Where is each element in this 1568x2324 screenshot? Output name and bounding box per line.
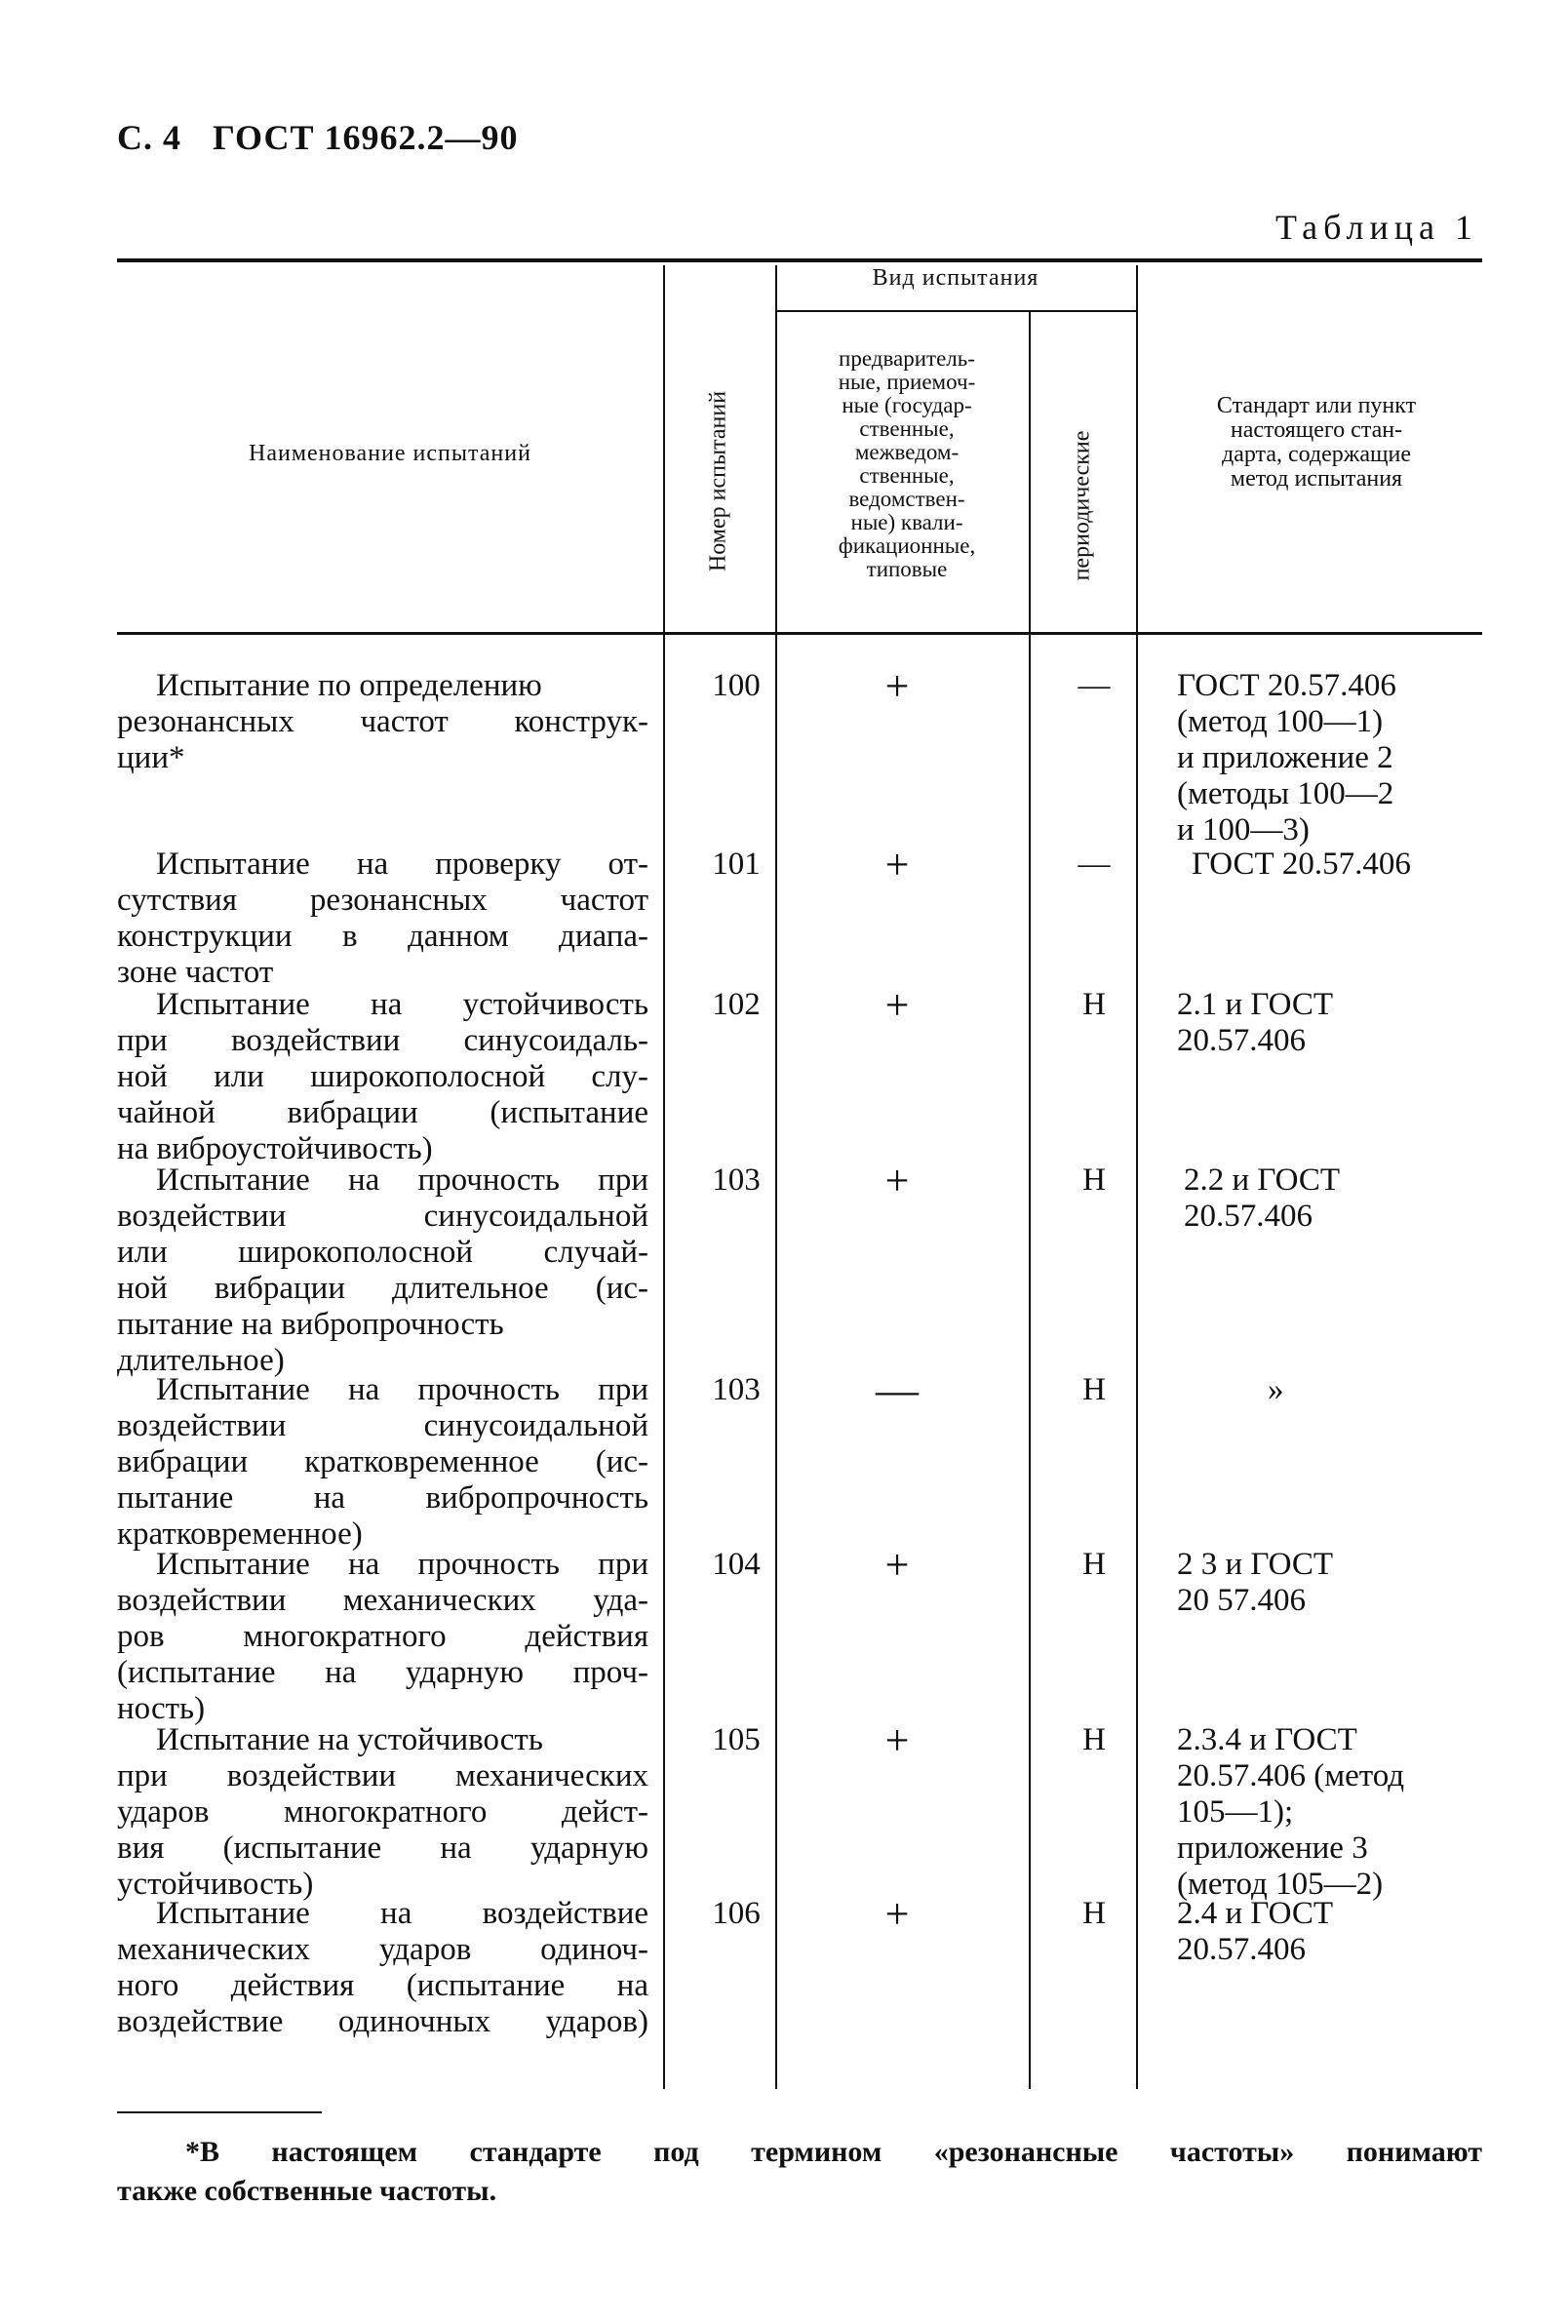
test-standard: [1177, 1547, 1499, 1619]
preliminary-mark: +: [884, 662, 910, 710]
header-line: ные, приемоч-: [838, 370, 976, 394]
preliminary-mark: +: [884, 1890, 910, 1938]
text-line: и 100—3): [1177, 812, 1310, 847]
test-name: [117, 668, 648, 776]
text-line: конструкции в данном диапа-: [117, 919, 648, 954]
text-line: ГОСТ 20.57.406: [1192, 847, 1411, 882]
text-line: ции*: [117, 740, 185, 775]
test-number: 100: [712, 668, 761, 703]
test-name: [117, 1547, 648, 1727]
test-number: 105: [712, 1722, 761, 1757]
header-line: Стандарт или пункт: [1216, 393, 1417, 418]
text-line: 20.57.406: [1184, 1199, 1313, 1234]
page-header: [117, 117, 539, 158]
test-standard: [1177, 1722, 1499, 1903]
text-line: Испытание на прочность при: [156, 1162, 648, 1198]
text-line: ность): [117, 1691, 206, 1726]
standard-title: ГОСТ 16962.2—90: [213, 118, 519, 157]
text-line: ГОСТ 20.57.406: [1177, 668, 1396, 703]
test-name: [117, 987, 648, 1167]
test-number: 104: [712, 1547, 761, 1582]
text-line: 2.2 и ГОСТ: [1184, 1162, 1341, 1198]
header-line: ные (государ-: [842, 393, 972, 417]
header-bottom-rule: [117, 632, 1482, 635]
text-line: пытание на вибропрочность: [117, 1480, 648, 1516]
text-line: при воздействии механических: [117, 1758, 648, 1793]
text-line: пытание на вибропрочность: [117, 1307, 504, 1342]
text-line: чайной вибрации (испытание: [117, 1095, 648, 1130]
preliminary-mark: +: [884, 1716, 910, 1764]
text-line: 2.3.4 и ГОСТ: [1177, 1722, 1357, 1757]
header-line: фикационные,: [838, 533, 976, 558]
text-line: Испытание на воздействие: [156, 1896, 648, 1931]
test-name: [117, 1162, 648, 1379]
col-divider: [1029, 312, 1031, 2089]
text-line: ной или широкополосной слу-: [117, 1059, 648, 1094]
text-line: (метод 100—1): [1177, 704, 1384, 739]
text-line: ного действия (испытание на: [117, 1968, 648, 2003]
text-line: »: [1268, 1372, 1284, 1407]
test-standard: [1177, 668, 1499, 848]
text-line: и приложение 2: [1177, 740, 1393, 775]
text-line: (метод 105—2): [1177, 1867, 1384, 1902]
header-periodic: периодические: [1069, 430, 1095, 581]
test-number: 101: [712, 847, 761, 882]
periodic-mark: Н: [1082, 1372, 1106, 1407]
text-line: устойчивость): [117, 1867, 314, 1902]
preliminary-mark: —: [876, 1366, 919, 1414]
text-line: Испытание на прочность при: [156, 1372, 648, 1407]
header-line: настоящего стан-: [1230, 417, 1403, 443]
text-line: ударов многократного дейст-: [117, 1794, 648, 1830]
header-line: межведом-: [854, 440, 960, 464]
text-line: ной вибрации длительное (ис-: [117, 1271, 648, 1306]
test-number: 102: [712, 987, 761, 1022]
header-line: ственные,: [859, 416, 955, 441]
text-line: 20.57.406 (метод: [1177, 1758, 1405, 1793]
page-number: С. 4: [117, 118, 181, 157]
text-line: механических ударов одиноч-: [117, 1932, 648, 1967]
periodic-mark: Н: [1082, 1547, 1106, 1582]
test-standard: [1184, 1162, 1506, 1235]
periodic-mark: Н: [1082, 987, 1106, 1022]
preliminary-mark: +: [884, 1157, 910, 1204]
text-line: (испытание на ударную проч-: [117, 1655, 648, 1690]
text-line: (методы 100—2: [1177, 776, 1394, 811]
text-line: резонансных частот конструк-: [117, 704, 648, 739]
test-name: [117, 1372, 648, 1553]
text-line: 105—1);: [1177, 1794, 1294, 1830]
text-line: воздействии синусоидальной: [117, 1408, 648, 1443]
text-line: сутствия резонансных частот: [117, 883, 648, 918]
footnote-rule: [117, 2111, 322, 2113]
preliminary-mark: +: [884, 841, 910, 888]
text-line: при воздействии синусоидаль-: [117, 1023, 648, 1058]
text-line: приложение 3: [1177, 1831, 1368, 1866]
table-top-rule: [117, 258, 1482, 262]
text-line: Испытание на устойчивость: [156, 987, 648, 1022]
test-number: 106: [712, 1896, 761, 1931]
header-test-type: Вид испытания: [872, 265, 1039, 291]
header-standard: [1151, 394, 1482, 492]
text-line: 2.4 и ГОСТ: [1177, 1896, 1334, 1931]
footnote-line: *В настоящем стандарте под термином «резонансные частоты» понимают: [185, 2136, 1482, 2168]
preliminary-mark: +: [884, 981, 910, 1029]
test-number: 103: [712, 1162, 761, 1198]
test-standard: [1177, 1896, 1499, 1968]
text-line: Испытание на проверку от-: [156, 847, 648, 882]
text-line: 2.1 и ГОСТ: [1177, 987, 1334, 1022]
periodic-mark: Н: [1082, 1162, 1106, 1198]
text-line: длительное): [117, 1343, 285, 1378]
periodic-mark: —: [1078, 668, 1111, 703]
text-line: на виброустойчивость): [117, 1131, 433, 1166]
periodic-mark: Н: [1082, 1896, 1106, 1931]
header-line: ные) квали-: [850, 510, 963, 534]
footnote-line: также собственные частоты.: [117, 2175, 497, 2207]
text-line: ров многократного действия: [117, 1619, 648, 1654]
header-line: типовые: [866, 557, 948, 581]
header-line: ведомствен-: [848, 487, 965, 511]
header-number: Номер испытаний: [705, 390, 731, 572]
text-line: зоне частот: [117, 955, 274, 990]
header-line: метод испытания: [1230, 466, 1403, 492]
test-type-subrule: [775, 310, 1136, 312]
text-line: 20.57.406: [1177, 1023, 1306, 1058]
text-line: или широкополосной случай-: [117, 1235, 648, 1270]
text-line: воздействие одиночных ударов): [117, 2004, 648, 2039]
header-preliminary: [785, 347, 1029, 581]
header-line: предваритель-: [839, 346, 975, 371]
text-line: воздействии синусоидальной: [117, 1199, 648, 1234]
text-line: Испытание по определению: [156, 668, 542, 703]
text-line: вибрации кратковременное (ис-: [117, 1444, 648, 1479]
periodic-mark: —: [1078, 847, 1111, 882]
text-line: 20.57.406: [1177, 1932, 1306, 1967]
text-line: Испытание на прочность при: [156, 1547, 648, 1582]
text-line: вия (испытание на ударную: [117, 1831, 648, 1866]
text-line: 2 3 и ГОСТ: [1177, 1547, 1334, 1582]
test-standard: [1177, 987, 1499, 1059]
test-standard: [1268, 1372, 1568, 1408]
footnote: [117, 2133, 1482, 2211]
test-number: 103: [712, 1372, 761, 1407]
text-line: воздействии механических уда-: [117, 1583, 648, 1618]
text-line: кратковременное): [117, 1517, 363, 1552]
table-caption: Таблица 1: [1275, 208, 1478, 247]
header-line: ственные,: [859, 463, 955, 488]
test-name: [117, 1722, 648, 1903]
col-divider: [663, 265, 665, 2089]
periodic-mark: Н: [1082, 1722, 1106, 1757]
test-name: [117, 847, 648, 991]
text-line: Испытание на устойчивость: [156, 1722, 543, 1757]
header-name: Наименование испытаний: [249, 441, 531, 466]
test-standard: [1192, 847, 1513, 883]
preliminary-mark: +: [884, 1541, 910, 1589]
test-name: [117, 1896, 648, 2040]
header-line: дарта, содержащие: [1221, 442, 1411, 467]
text-line: 20 57.406: [1177, 1583, 1306, 1618]
